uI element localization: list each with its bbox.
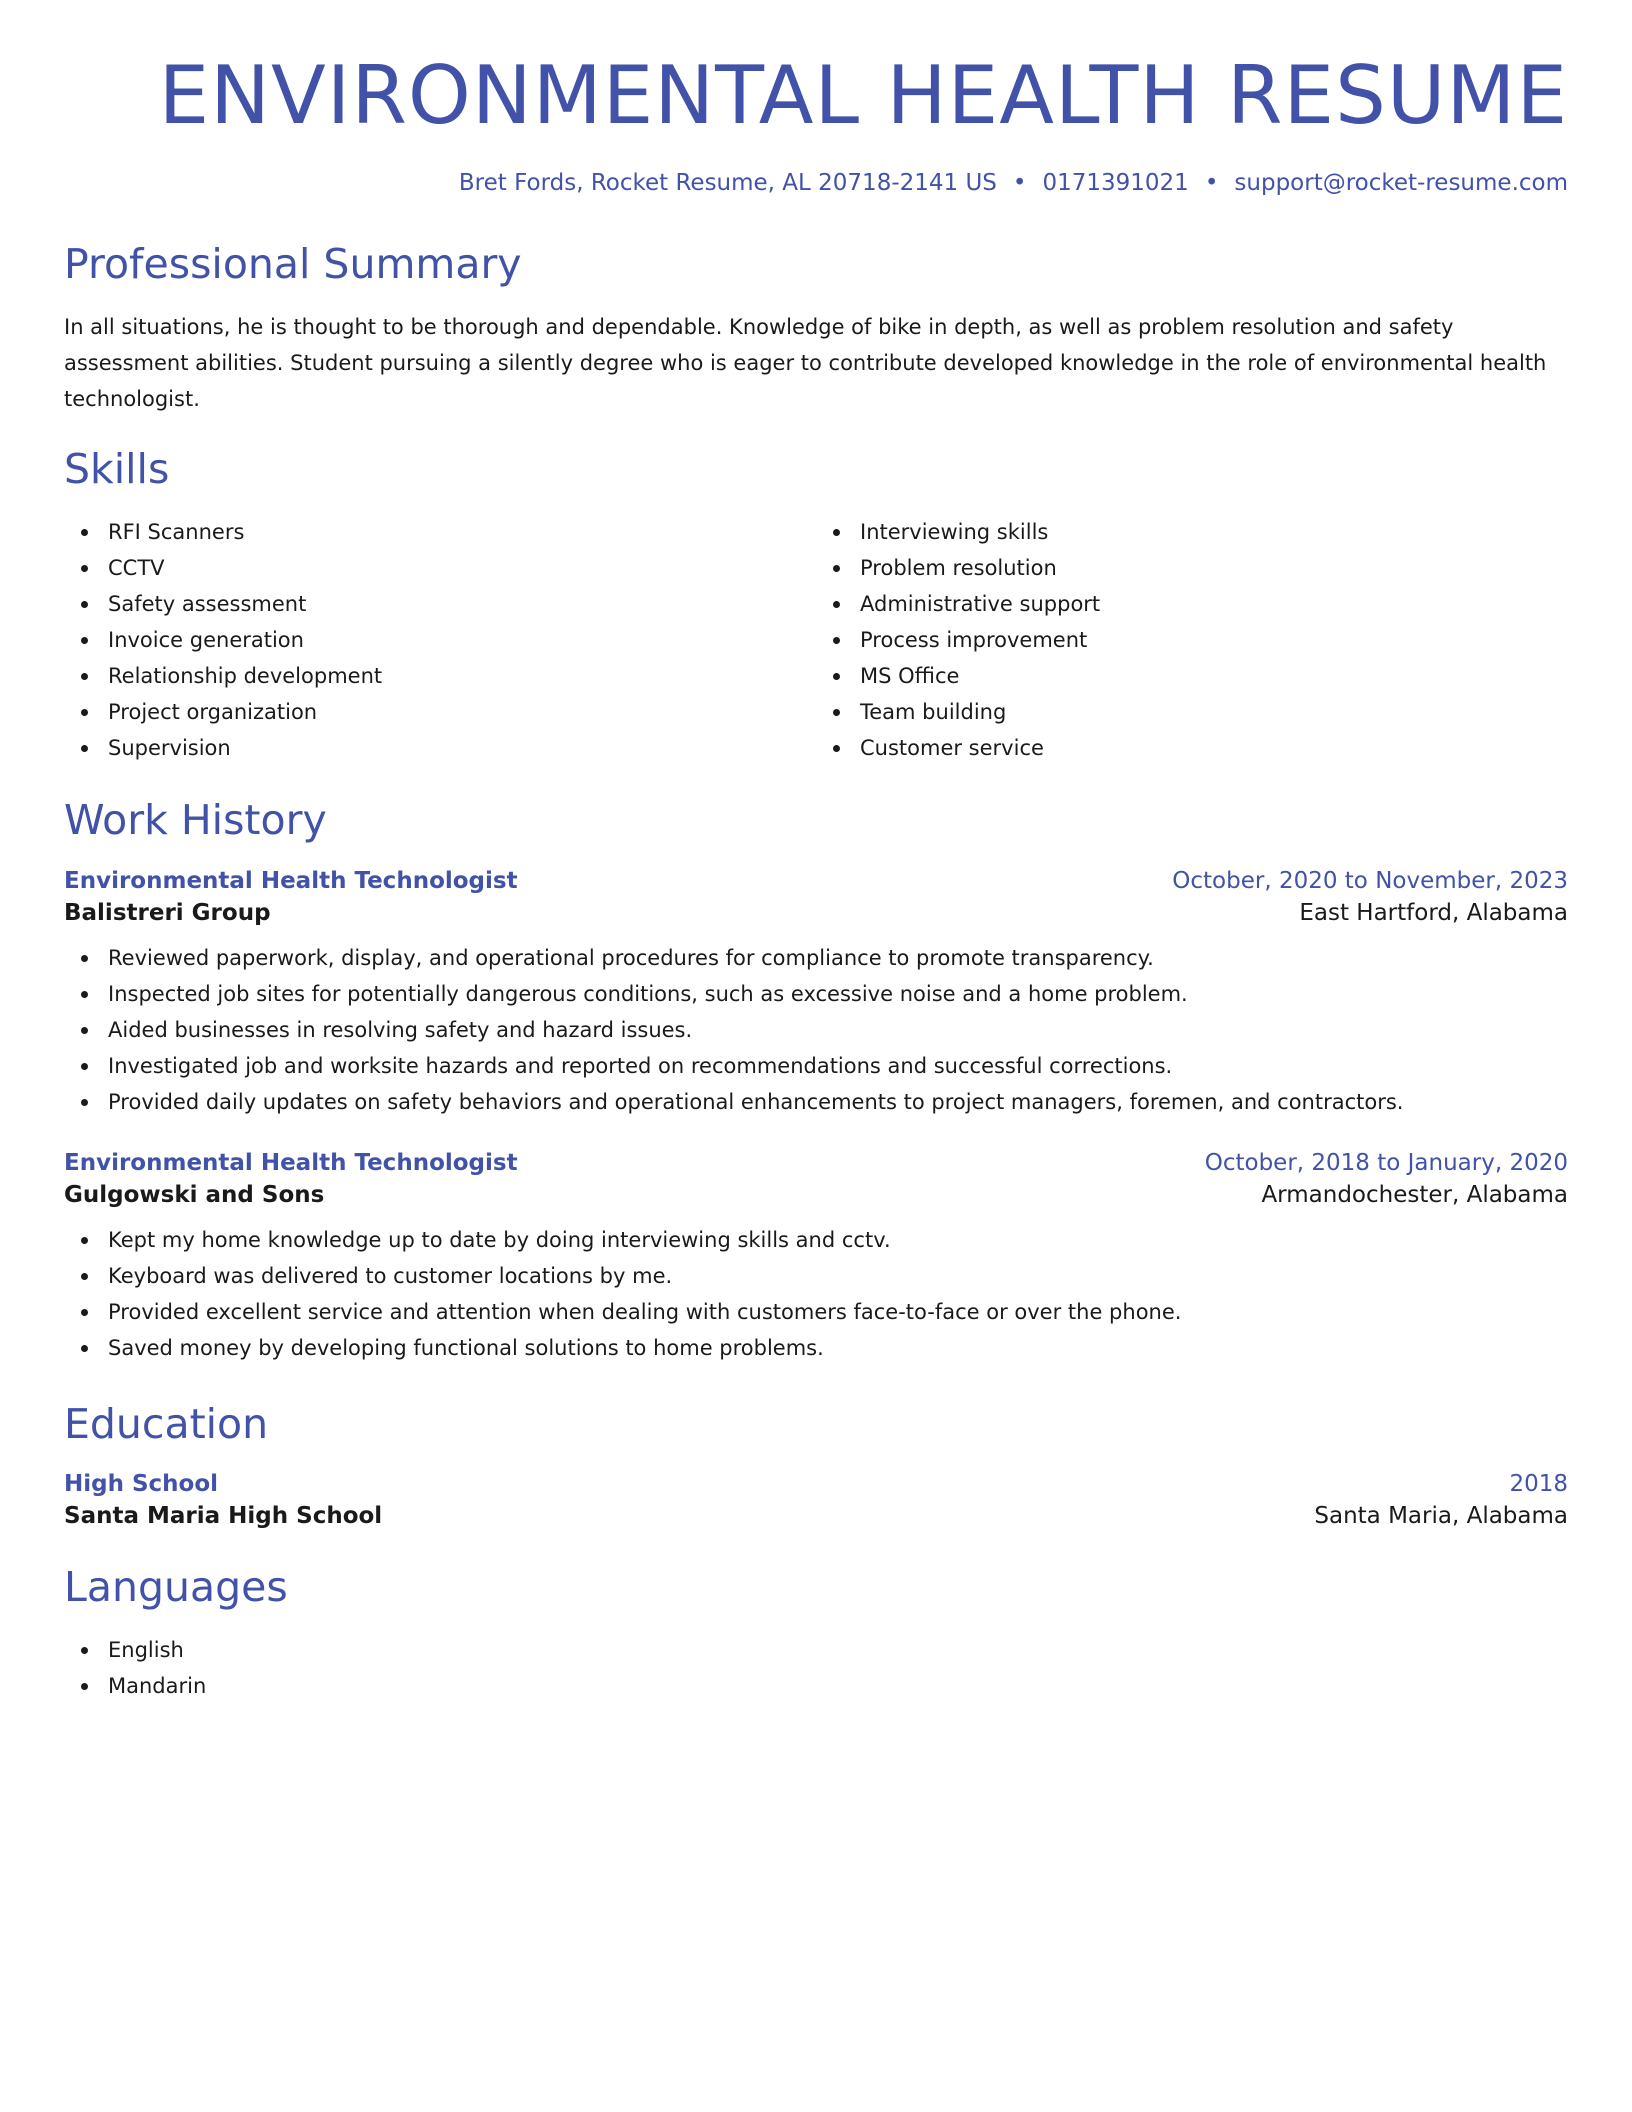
job-company-row [64, 1182, 1568, 1208]
job-entry [64, 868, 1568, 1120]
skill-item: Interviewing skills [816, 514, 1568, 550]
skill-item: Process improvement [816, 622, 1568, 658]
skills-heading: Skills [64, 445, 170, 494]
summary-text: In all situations, he is thought to be thorough and dependable. Knowledge of bike in depth, as well as problem resolution and safety assessment abilities. Student pursuing a silently degree who is eager to contribute developed knowledge in the role of environmental health technologist. [64, 315, 1547, 412]
education-heading: Education [64, 1399, 269, 1448]
skill-item: Team building [816, 694, 1568, 730]
job-location: East Hartford, Alabama [1299, 899, 1568, 926]
job-duty: Saved money by developing functional solutions to home problems. [64, 1330, 1568, 1366]
summary-section [64, 240, 1568, 417]
contact-phone: 0171391021 [1042, 170, 1189, 196]
skill-item: Supervision [64, 730, 816, 766]
skill-item: Relationship development [64, 658, 816, 694]
education-section [64, 1400, 1568, 1529]
skill-item: Project organization [64, 694, 816, 730]
skill-item: Invoice generation [64, 622, 816, 658]
language-item: Mandarin [64, 1668, 1568, 1704]
education-school-row [64, 1503, 1568, 1529]
skills-column-right [816, 514, 1568, 766]
job-dates: October, 2020 to November, 2023 [1172, 867, 1568, 894]
contact-separator: • [1204, 170, 1219, 196]
job-location: Armandochester, Alabama [1261, 1181, 1568, 1208]
skills-list-right [816, 514, 1568, 766]
job-title: Environmental Health Technologist [64, 1149, 518, 1176]
job-duties-list [64, 1222, 1568, 1366]
contact-address: Bret Fords, Rocket Resume, AL 20718-2141 US [458, 170, 997, 196]
job-duty: Provided excellent service and attention when dealing with customers face-to-face or over the phone. [64, 1294, 1568, 1330]
languages-list [64, 1632, 1568, 1704]
resume-header [64, 49, 1568, 196]
job-company-row [64, 900, 1568, 926]
job-company: Gulgowski and Sons [64, 1181, 325, 1208]
skill-item: Administrative support [816, 586, 1568, 622]
work-history-section [64, 796, 1568, 1365]
job-duty: Reviewed paperwork, display, and operational procedures for compliance to promote transparency. [64, 940, 1568, 976]
skill-item: CCTV [64, 550, 816, 586]
education-school: Santa Maria High School [64, 1502, 383, 1529]
skill-item: RFI Scanners [64, 514, 816, 550]
contact-line [64, 170, 1568, 196]
skills-section [64, 445, 1568, 766]
job-duty: Provided daily updates on safety behaviors and operational enhancements to project managers, foremen, and contractors. [64, 1084, 1568, 1120]
job-title: Environmental Health Technologist [64, 867, 518, 894]
skills-column-left [64, 514, 816, 766]
contact-separator: • [1012, 170, 1027, 196]
skill-item: Problem resolution [816, 550, 1568, 586]
education-degree: High School [64, 1470, 219, 1497]
skill-item: MS Office [816, 658, 1568, 694]
education-entry [64, 1471, 1568, 1529]
education-degree-row [64, 1471, 1568, 1497]
language-item: English [64, 1632, 1568, 1668]
resume-title: ENVIRONMENTAL HEALTH RESUME [158, 49, 1568, 142]
job-entry [64, 1150, 1568, 1366]
job-duty: Investigated job and worksite hazards and reported on recommendations and successful corrections. [64, 1048, 1568, 1084]
summary-heading: Professional Summary [64, 240, 522, 288]
job-company: Balistreri Group [64, 899, 271, 926]
job-duty: Kept my home knowledge up to date by doing interviewing skills and cctv. [64, 1222, 1568, 1258]
job-duties-list [64, 940, 1568, 1120]
job-dates: October, 2018 to January, 2020 [1204, 1149, 1568, 1176]
skills-list-left [64, 514, 816, 766]
contact-email[interactable]: support@rocket-resume.com [1234, 170, 1568, 196]
job-title-row [64, 868, 1568, 894]
job-title-row [64, 1150, 1568, 1176]
job-duty: Inspected job sites for potentially dangerous conditions, such as excessive noise and a home problem. [64, 976, 1568, 1012]
education-year: 2018 [1509, 1470, 1568, 1497]
education-location: Santa Maria, Alabama [1314, 1502, 1568, 1529]
job-duty: Keyboard was delivered to customer locations by me. [64, 1258, 1568, 1294]
languages-heading: Languages [64, 1562, 288, 1611]
skills-grid [64, 514, 1568, 766]
languages-section [64, 1563, 1568, 1704]
work-history-heading: Work History [64, 796, 327, 845]
job-duty: Aided businesses in resolving safety and hazard issues. [64, 1012, 1568, 1048]
skill-item: Safety assessment [64, 586, 816, 622]
skill-item: Customer service [816, 730, 1568, 766]
